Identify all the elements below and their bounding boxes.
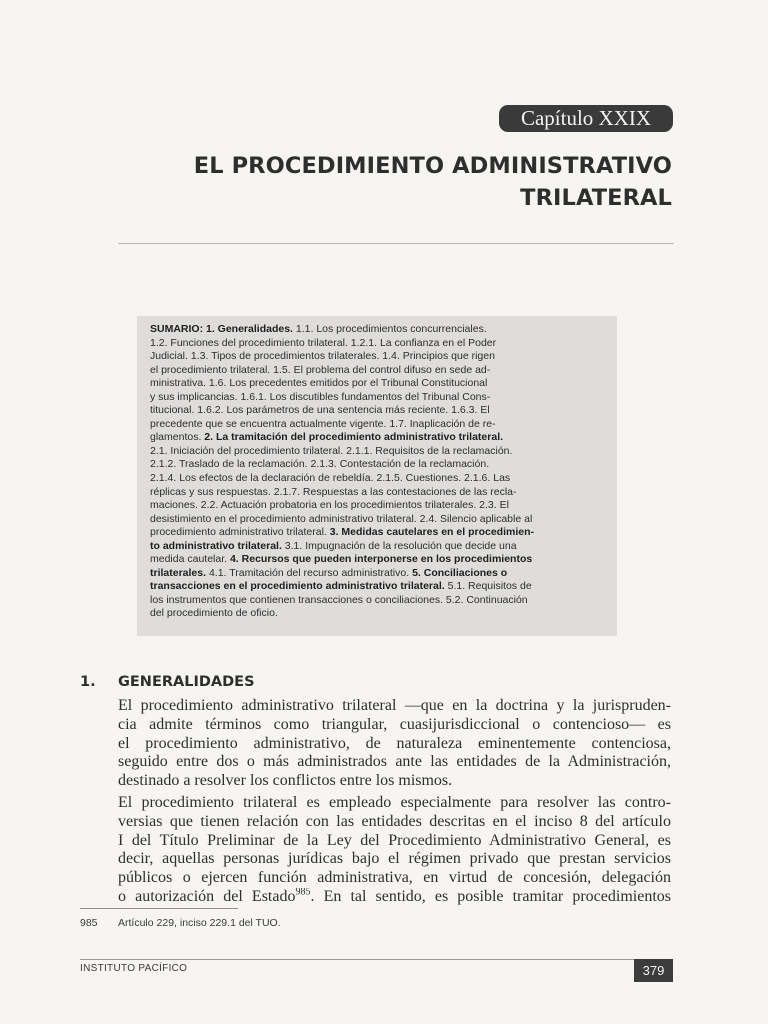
paragraph-line: destinado a resolver los conflictos entre los mismos. — [118, 772, 453, 790]
summary-text: los instrumentos que contienen transacciones o conciliaciones. 5.2. Continuación — [150, 593, 528, 606]
summary-line — [150, 540, 607, 554]
summary-line — [150, 337, 607, 351]
footnote — [80, 917, 281, 929]
summary-line — [150, 472, 607, 486]
summary-line — [150, 350, 607, 364]
paragraph-line: I del Título Preliminar de la Ley del Procedimiento Administrativo General, es — [118, 831, 671, 849]
paragraph-line: versias que tienen relación con las entidades descritas en el inciso 8 del artículo — [118, 812, 671, 830]
paragraph-line: seguido entre dos o más administrados ante las entidades de la Administración, — [118, 753, 671, 771]
summary-text: medida cautelar. — [150, 553, 230, 566]
summary-box — [137, 316, 617, 636]
summary-line — [150, 391, 607, 405]
paragraph-line: El procedimiento trilateral es empleado especialmente para resolver las contro- — [118, 794, 671, 811]
chapter-title — [194, 150, 672, 214]
summary-line — [150, 580, 607, 594]
summary-line — [150, 486, 607, 500]
footer-divider — [80, 959, 673, 960]
summary-line — [150, 526, 607, 540]
summary-heading-text: 2. La tramitación del procedimiento administrativo trilateral. — [204, 431, 504, 444]
summary-text: titucional. 1.6.2. Los parámetros de una sentencia más reciente. 1.6.3. El — [150, 404, 490, 417]
summary-heading-text: 5. Conciliaciones o — [412, 566, 508, 579]
page-number: 379 — [634, 959, 673, 982]
summary-text: 2.1.2. Traslado de la reclamación. 2.1.3. Contestación de la reclamación. — [150, 458, 490, 471]
summary-text: 1.1. Los procedimientos concurrenciales. — [292, 323, 487, 335]
summary-text: procedimiento administrativo trilateral. — [150, 526, 330, 539]
summary-line — [150, 404, 607, 418]
summary-text: maciones. 2.2. Actuación probatoria en los procedimientos trilaterales. 2.3. El — [150, 499, 509, 512]
chapter-title-line-1: EL PROCEDIMIENTO ADMINISTRATIVO — [193, 153, 672, 179]
summary-line — [150, 594, 607, 608]
summary-line — [150, 323, 607, 337]
summary-heading-text: to administrativo trilateral. — [150, 539, 282, 552]
summary-text: 2.1. Iniciación del procedimiento trilateral. 2.1.1. Requisitos de la reclamación. — [150, 444, 513, 457]
summary-text: precedente que se encuentra actualmente vigente. 1.7. Inaplicación de re- — [150, 417, 496, 430]
footnote-number: 985 — [80, 917, 98, 929]
summary-line — [150, 445, 607, 459]
summary-text: desistimiento en el procedimiento administrativo trilateral. 2.4. Silencio aplicable al — [150, 512, 533, 525]
summary-text: ministrativa. 1.6. Los precedentes emitidos por el Tribunal Constitucional — [150, 377, 488, 390]
summary-text: glamentos. — [150, 431, 205, 444]
summary-text: y sus implicancias. 1.6.1. Los discutibles fundamentos del Tribunal Cons- — [150, 390, 491, 403]
summary-line — [150, 553, 607, 567]
paragraph-line: decir, aquellas personas jurídicas bajo el régimen privado que prestan servicios — [118, 850, 671, 868]
chapter-title-line-2: TRILATERAL — [520, 185, 672, 211]
summary-line — [150, 499, 607, 513]
paragraph-line: El procedimiento administrativo trilateral —que en la doctrina y la jurispruden- — [118, 697, 671, 714]
summary-heading-text: SUMARIO: 1. Generalidades. — [150, 323, 293, 335]
section-number: 1. — [80, 674, 96, 690]
summary-line — [150, 377, 607, 391]
summary-line — [150, 458, 607, 472]
summary-line — [150, 418, 607, 432]
summary-line — [150, 607, 607, 621]
summary-text: Judicial. 1.3. Tipos de procedimientos trilaterales. 1.4. Principios que rigen — [150, 350, 495, 363]
paragraph-1 — [118, 697, 671, 791]
paragraph-line: cia admite términos como triangular, cuasijurisdiccional o contencioso— es — [118, 715, 671, 733]
summary-text: 4.1. Tramitación del recurso administrativo. — [206, 566, 413, 579]
summary-line — [150, 431, 607, 445]
summary-heading-text: transacciones en el procedimiento administrativo trilateral. — [150, 580, 445, 593]
footnote-reference[interactable]: 985 — [295, 887, 311, 898]
summary-heading-text: trilaterales. — [150, 566, 207, 579]
paragraph-text: o autorización del Estado — [118, 887, 296, 905]
paragraph-line: públicos o ejercen función administrativa, en virtud de concesión, delegación — [118, 869, 671, 887]
paragraph-line — [118, 888, 671, 907]
summary-text: 1.2. Funciones del procedimiento trilateral. 1.2.1. La confianza en el Poder — [150, 336, 497, 349]
section-title: GENERALIDADES — [118, 674, 255, 690]
paragraph-line: el procedimiento administrativo, de naturaleza eminentemente contenciosa, — [118, 734, 671, 752]
publisher-name: INSTITUTO PACÍFICO — [80, 963, 188, 974]
summary-line — [150, 364, 607, 378]
paragraph-2 — [118, 794, 671, 907]
title-divider — [118, 243, 674, 244]
summary-text: réplicas y sus respuestas. 2.1.7. Respuestas a las contestaciones de las recla- — [150, 485, 517, 498]
summary-line — [150, 513, 607, 527]
chapter-label: Capítulo XXIX — [499, 105, 673, 132]
summary-line — [150, 567, 607, 581]
summary-text: el procedimiento trilateral. 1.5. El problema del control difuso en sede ad- — [150, 363, 491, 376]
paragraph-text: . En tal sentido, es posible tramitar procedimientos — [310, 887, 671, 905]
summary-text: 2.1.4. Los efectos de la declaración de rebeldía. 2.1.5. Cuestiones. 2.1.6. Las — [150, 472, 511, 485]
footnote-text: Artículo 229, inciso 229.1 del TUO. — [118, 917, 281, 929]
summary-heading-text: 4. Recursos que pueden interponerse en los procedimientos — [229, 553, 533, 566]
summary-text: 5.1. Requisitos de — [444, 580, 532, 593]
summary-heading-text: 3. Medidas cautelares en el procedimien- — [329, 526, 534, 539]
summary-text: del procedimiento de oficio. — [150, 607, 278, 620]
footnote-divider — [80, 908, 238, 909]
summary-text: 3.1. Impugnación de la resolución que decide una — [281, 539, 517, 552]
